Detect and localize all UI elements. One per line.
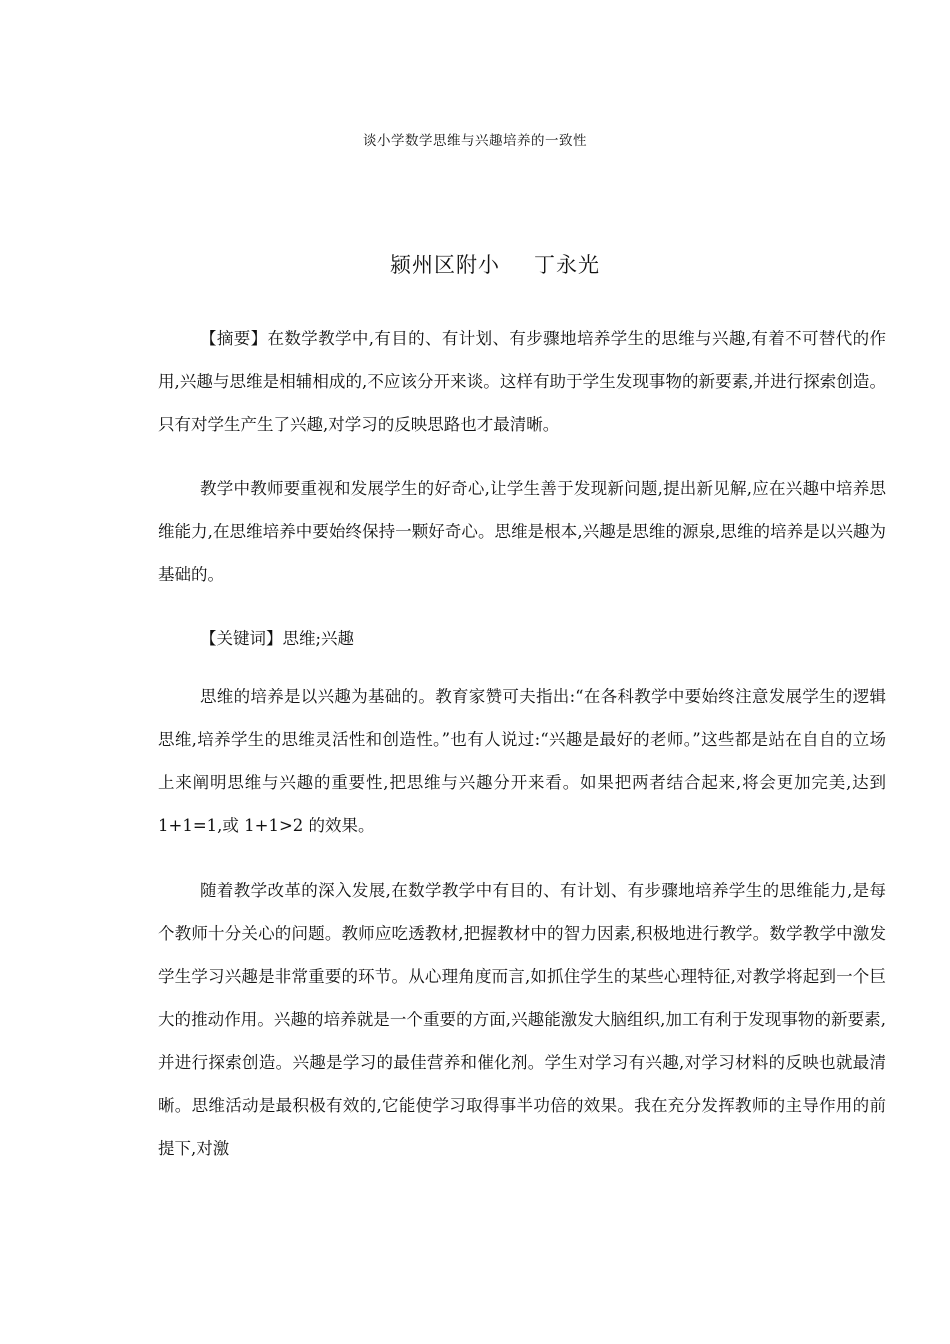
- body-paragraph-2: 随着教学改革的深入发展,在数学教学中有目的、有计划、有步骤地培养学生的思维能力,是每个教师十分关心的问题。教师应吃透教材,把握教材中的智力因素,积极地进行教学。数学教学中激发学生学习兴趣是非常重要的环节。从心理角度而言,如抓住学生的某些心理特征,对教学将起到一个巨大的推动作用。兴趣的培养就是一个重要的方面,兴趣能激发大脑组织,加工有利于发现事物的新要素,并进行探索创造。兴趣是学习的最佳营养和催化剂。学生对学习有兴趣,对学习材料的反映也就最清晰。思维活动是最积极有效的,它能使学习取得事半功倍的效果。我在充分发挥教师的主导作用的前提下,对激: [158, 881, 886, 1158]
- author-name: 丁永光: [534, 253, 600, 277]
- intro-paragraph: 教学中教师要重视和发展学生的好奇心,让学生善于发现新问题,提出新见解,应在兴趣中培养思维能力,在思维培养中要始终保持一颗好奇心。思维是根本,兴趣是思维的源泉,思维的培养是以兴趣为基础的。: [158, 479, 886, 584]
- abstract-paragraph: 【摘要】在数学教学中,有目的、有计划、有步骤地培养学生的思维与兴趣,有着不可替代的作用,兴趣与思维是相辅相成的,不应该分开来谈。这样有助于学生发现事物的新要素,并进行探索创造。只有对学生产生了兴趣,对学习的反映思路也才最清晰。: [158, 329, 886, 434]
- author-school: 颍州区附小: [390, 253, 500, 277]
- document-title: 谈小学数学思维与兴趣培养的一致性: [363, 133, 587, 149]
- keywords-paragraph: 【关键词】思维;兴趣: [200, 629, 355, 648]
- body-paragraph-1: 思维的培养是以兴趣为基础的。教育家赞可夫指出:“在各科教学中要始终注意发展学生的逻辑思维,培养学生的思维灵活性和创造性。”也有人说过:“兴趣是最好的老师。”这些都是站在自自的立场上来阐明思维与兴趣的重要性,把思维与兴趣分开来看。如果把两者结合起来,将会更加完美,达到 1+1=1,或 1+1>2 的效果。: [158, 687, 886, 835]
- author-line: [0, 249, 950, 279]
